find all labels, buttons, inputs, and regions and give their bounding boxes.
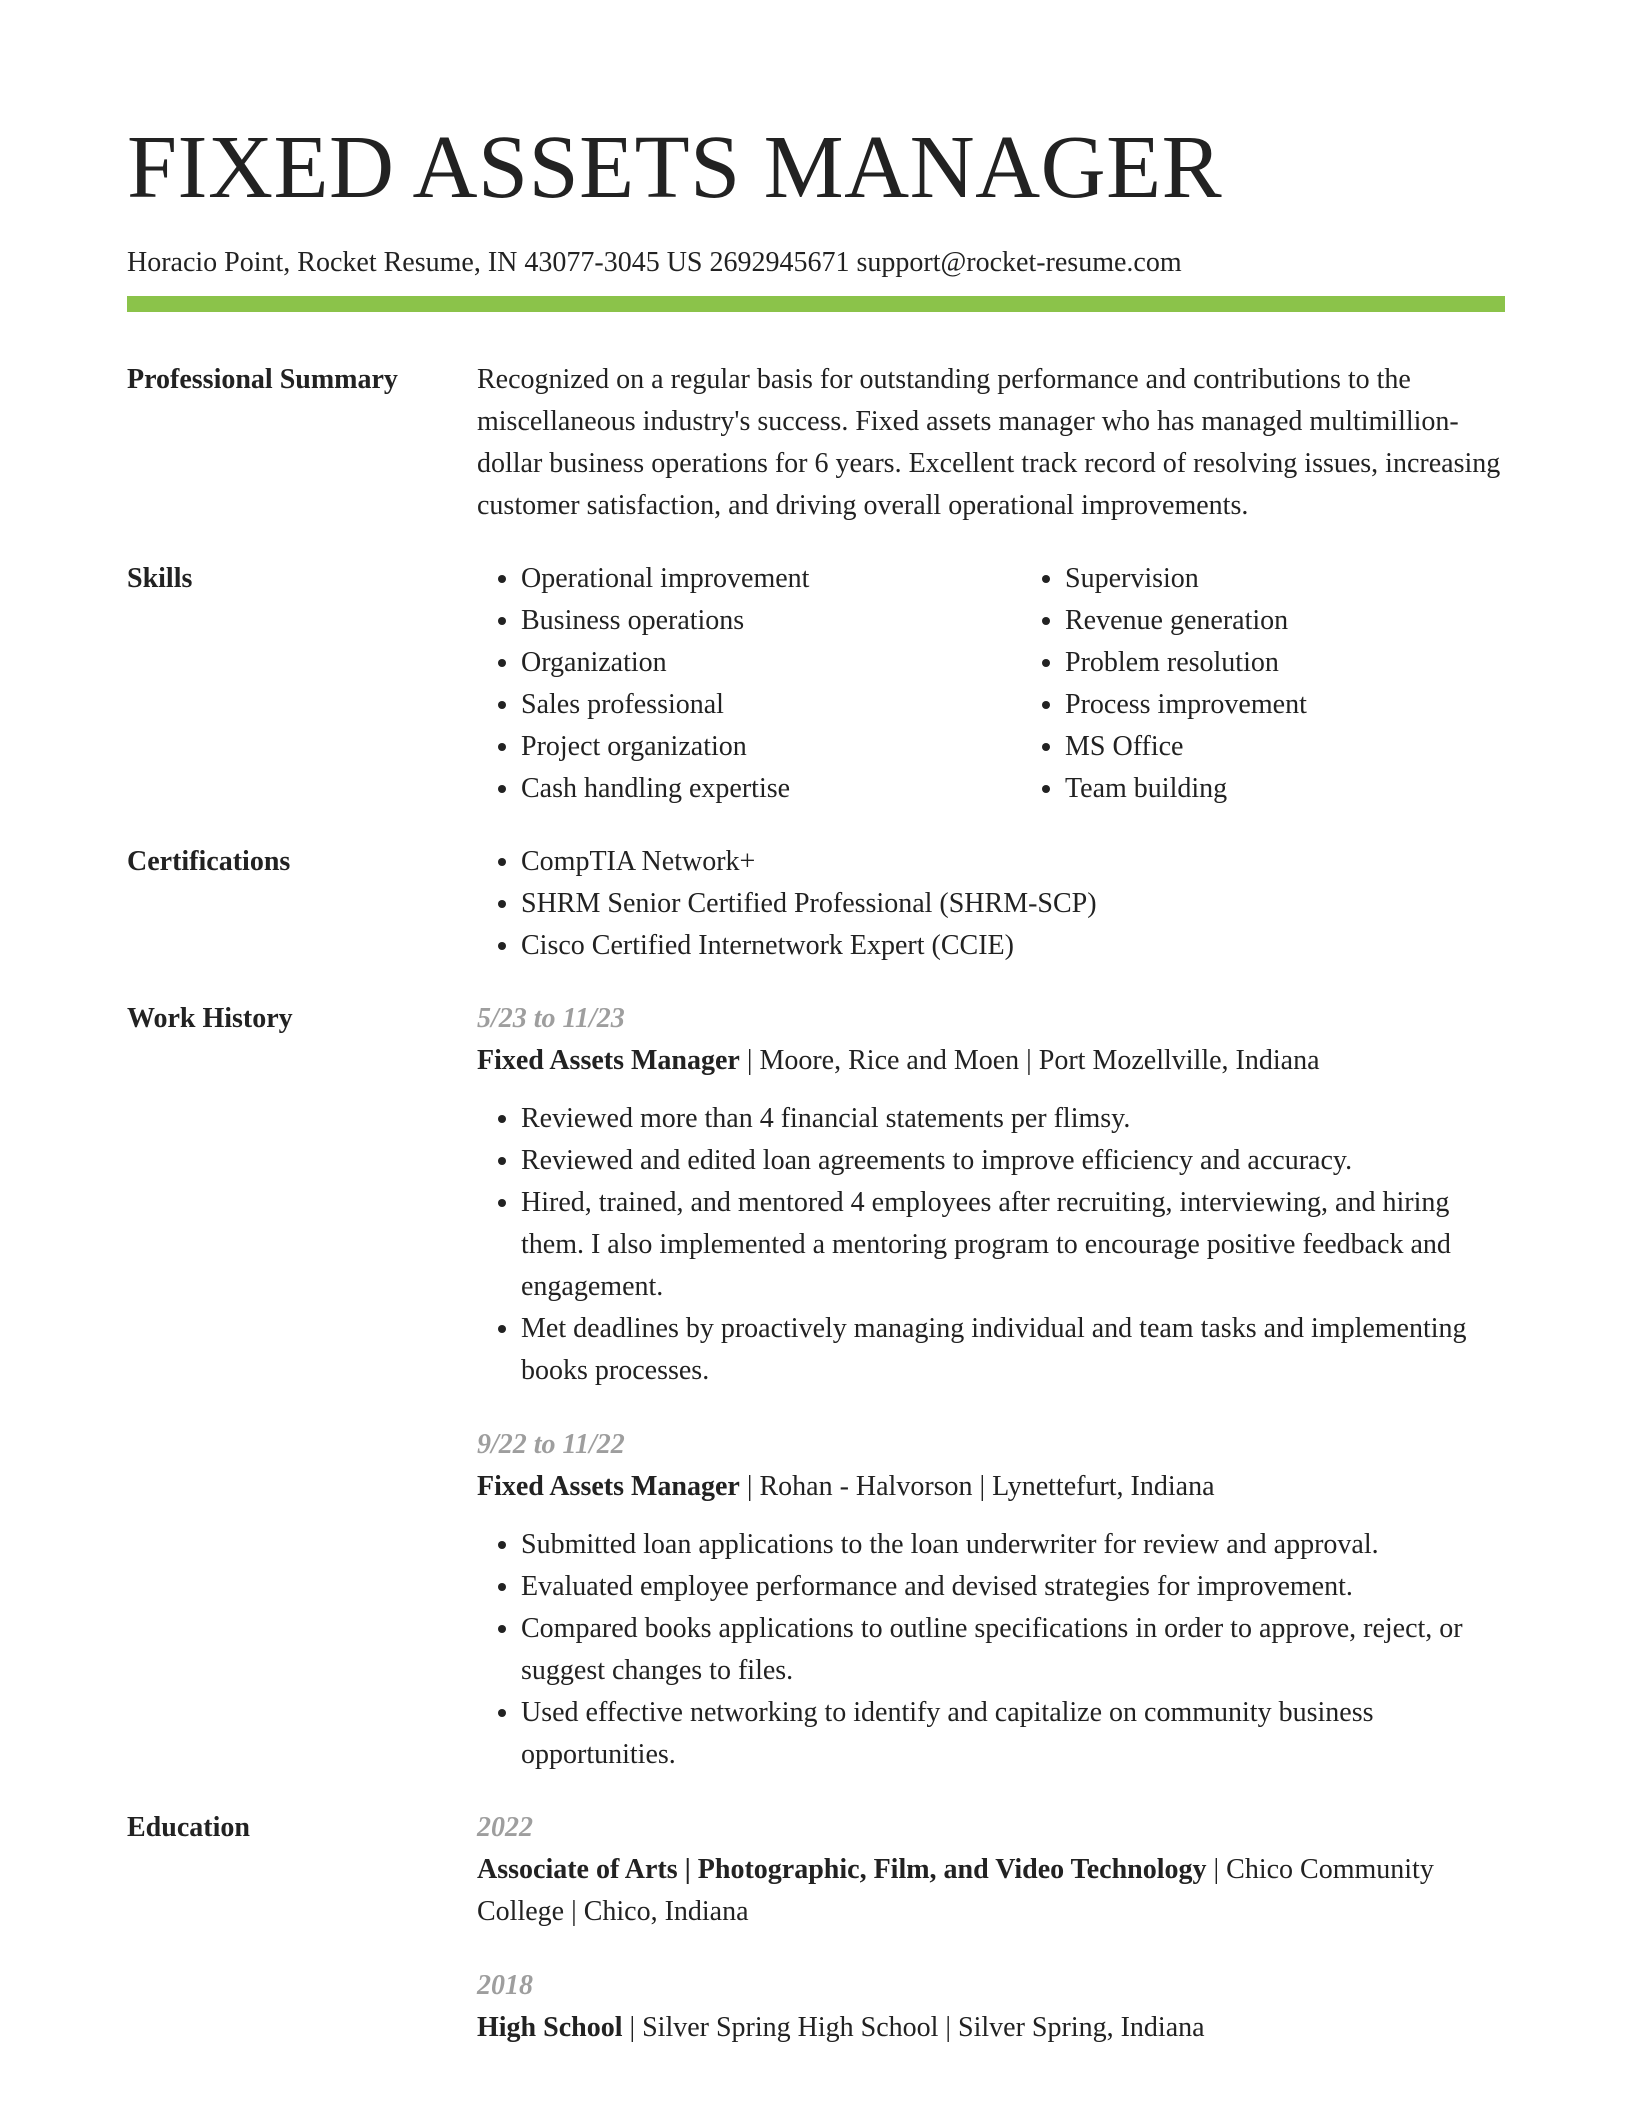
skill-item: • Supervision	[1065, 558, 1565, 600]
job-details: | Moore, Rice and Moen | Port Mozellville, Indiana	[739, 1045, 1320, 1076]
skill-item: • Organization	[521, 642, 1021, 684]
skills-grid	[477, 558, 1565, 810]
work-history-section	[127, 998, 1505, 1776]
skills-heading: Skills	[127, 563, 193, 594]
education-entry	[477, 1965, 1505, 2049]
skill-item: • Process improvement	[1065, 684, 1565, 726]
job-bullet: • Met deadlines by proactively managing individual and team tasks and implementing books processes.	[521, 1308, 1505, 1392]
job-bullet: • Submitted loan applications to the loan underwriter for review and approval.	[521, 1524, 1505, 1566]
education-section	[127, 1807, 1505, 2049]
job-bullets	[477, 1524, 1505, 1776]
job-bullet: • Used effective networking to identify and capitalize on community business opportunities.	[521, 1692, 1505, 1776]
certifications-heading: Certifications	[127, 846, 291, 877]
education-heading-line	[477, 1849, 1505, 1933]
education-heading-line	[477, 2007, 1505, 2049]
resume-title: FIXED ASSETS MANAGER	[127, 118, 1223, 217]
education-degree: High School	[477, 2012, 623, 2043]
job-dates: 9/22 to 11/22	[477, 1429, 625, 1460]
summary-text: Recognized on a regular basis for outstanding performance and contributions to the miscellaneous industry's success. Fixed assets manager who has managed multimillion-dollar business operations for 6 years. Excellent track record of resolving issues, increasing customer satisfaction, and driving overall operational improvements.	[477, 364, 1501, 521]
job-bullet: • Hired, trained, and mentored 4 employees after recruiting, interviewing, and hiring them. I also implemented a mentoring program to encourage positive feedback and engagement.	[521, 1182, 1505, 1308]
job-bullet: • Compared books applications to outline specifications in order to approve, reject, or suggest changes to files.	[521, 1608, 1505, 1692]
skill-item: • Project organization	[521, 726, 1021, 768]
summary-heading: Professional Summary	[127, 364, 398, 395]
job-title: Fixed Assets Manager	[477, 1471, 740, 1502]
education-entry	[477, 1807, 1505, 1933]
skills-list-left	[477, 558, 1021, 810]
skills-list-right	[1021, 558, 1565, 810]
job-heading	[477, 1040, 1505, 1082]
job-details: | Rohan - Halvorson | Lynettefurt, Indiana	[739, 1471, 1215, 1502]
certification-item: • CompTIA Network+	[521, 841, 1505, 883]
skill-item: • Operational improvement	[521, 558, 1021, 600]
contact-line: Horacio Point, Rocket Resume, IN 43077-3045 US 2692945671 support@rocket-resume.com	[127, 247, 1182, 278]
summary-section	[127, 359, 1505, 527]
job-bullet: • Reviewed and edited loan agreements to improve efficiency and accuracy.	[521, 1140, 1505, 1182]
skill-item: • Business operations	[521, 600, 1021, 642]
certification-item: • Cisco Certified Internetwork Expert (CCIE)	[521, 925, 1505, 967]
job-heading	[477, 1466, 1505, 1508]
skill-item: • Team building	[1065, 768, 1565, 810]
work-history-heading: Work History	[127, 1003, 293, 1034]
job-bullet: • Reviewed more than 4 financial statements per flimsy.	[521, 1098, 1505, 1140]
education-heading: Education	[127, 1812, 250, 1843]
job-bullets	[477, 1098, 1505, 1392]
job-dates: 5/23 to 11/23	[477, 1003, 625, 1034]
skill-item: • Problem resolution	[1065, 642, 1565, 684]
skills-section	[127, 558, 1505, 810]
certification-item: • SHRM Senior Certified Professional (SHRM-SCP)	[521, 883, 1505, 925]
education-year: 2018	[477, 1970, 533, 2001]
job-bullet: • Evaluated employee performance and devised strategies for improvement.	[521, 1566, 1505, 1608]
certifications-section	[127, 841, 1505, 967]
certifications-list	[477, 841, 1505, 967]
skill-item: • Revenue generation	[1065, 600, 1565, 642]
job-entry	[477, 1424, 1505, 1776]
education-details: | Silver Spring High School | Silver Spring, Indiana	[622, 2012, 1205, 2043]
accent-divider	[127, 296, 1505, 312]
job-entry	[477, 998, 1505, 1392]
education-year: 2022	[477, 1812, 533, 1843]
skill-item: • MS Office	[1065, 726, 1565, 768]
education-degree: Associate of Arts | Photographic, Film, and Video Technology	[477, 1854, 1207, 1885]
skill-item: • Cash handling expertise	[521, 768, 1021, 810]
education-details: | Chico Community College | Chico, Indiana	[477, 1854, 1434, 1927]
job-title: Fixed Assets Manager	[477, 1045, 740, 1076]
skill-item: • Sales professional	[521, 684, 1021, 726]
